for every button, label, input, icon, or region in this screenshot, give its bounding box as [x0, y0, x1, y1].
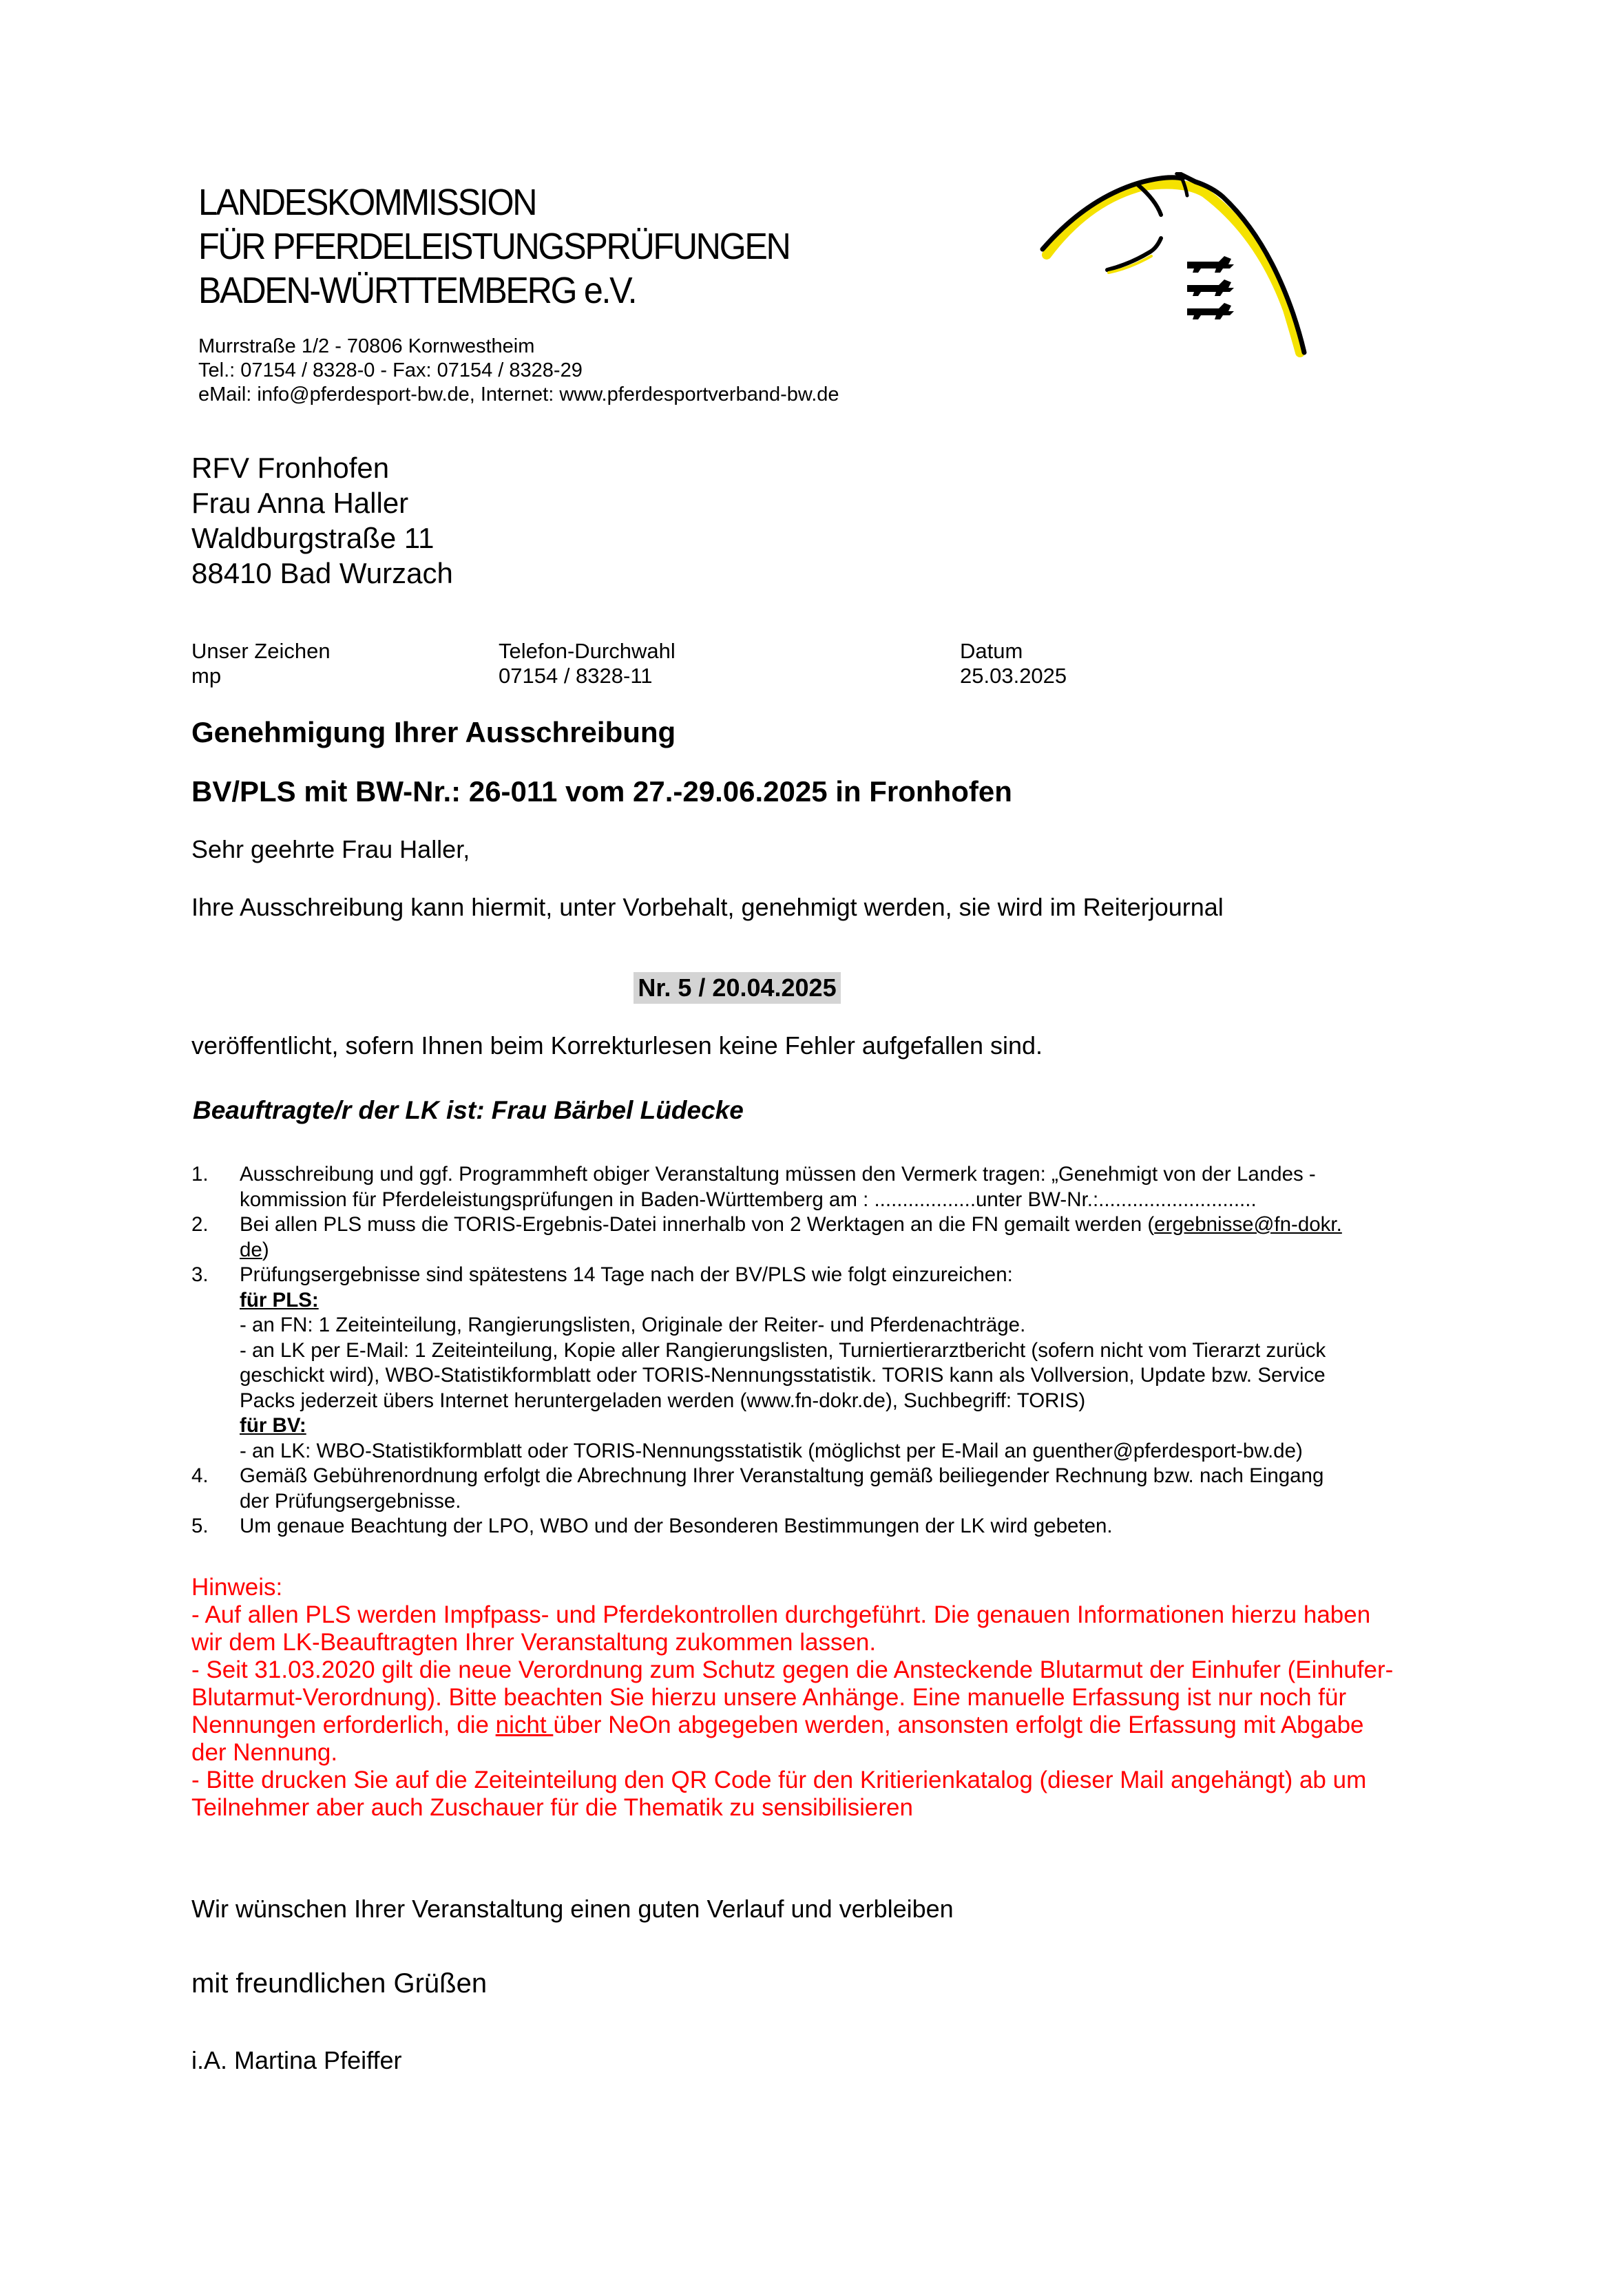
- date-value: 25.03.2025: [960, 664, 1067, 688]
- date-label: Datum: [960, 639, 1023, 663]
- note-line: - Seit 31.03.2020 gilt die neue Verordnung zum Schutz gegen die Ansteckende Blutarmut der Einhufer (Einhufer-: [191, 1656, 1394, 1683]
- horse-head-logo-icon: [1040, 172, 1336, 365]
- recipient-line: RFV Fronhofen: [191, 452, 390, 484]
- subject-title: Genehmigung Ihrer Ausschreibung: [191, 716, 676, 748]
- note-block: [191, 1574, 1452, 1822]
- list-item: [191, 1212, 1445, 1263]
- results-email-link[interactable]: ergebnisse@fn-dokr.: [1154, 1213, 1342, 1236]
- list-item: [191, 1263, 1445, 1464]
- note-line: Blutarmut-Verordnung). Bitte beachten Sie hierzu unsere Anhänge. Eine manuelle Erfassung ist nur noch für: [191, 1684, 1347, 1711]
- note-line: - Bitte drucken Sie auf die Zeiteinteilung den QR Code für den Kritierienkatalog (dieser Mail angehängt) ab um: [191, 1767, 1367, 1793]
- phone-extension-value: 07154 / 8328-11: [499, 664, 653, 688]
- closing-greeting: mit freundlichen Grüßen: [191, 1968, 488, 1999]
- recipient-line: 88410 Bad Wurzach: [191, 557, 453, 589]
- recipient-line: Frau Anna Haller: [191, 487, 409, 519]
- phone-extension: [499, 639, 676, 688]
- our-sign: [191, 639, 331, 688]
- org-phone: Tel.: 07154 / 8328-0 - Fax: 07154 / 8328-29: [198, 359, 583, 381]
- list-text: der Prüfungsergebnisse.: [240, 1489, 461, 1513]
- org-name-line: LANDESKOMMISSION: [198, 182, 536, 223]
- publication-paragraph: veröffentlicht, sofern Ihnen beim Korrekturlesen keine Fehler aufgefallen sind.: [191, 1031, 1043, 1060]
- list-item: [191, 1162, 1445, 1212]
- note-line: Teilnehmer aber auch Zuschauer für die Thematik zu sensibilisieren: [191, 1794, 913, 1821]
- list-text: - an FN: 1 Zeiteinteilung, Rangierungslisten, Originale der Reiter- und Pferdenachträge.: [240, 1314, 1026, 1336]
- list-text: Um genaue Beachtung der LPO, WBO und der Besonderen Bestimmungen der LK wird gebeten.: [240, 1515, 1113, 1537]
- org-email-web: eMail: info@pferdesport-bw.de, Internet: www.pferdesportverband-bw.de: [198, 383, 839, 406]
- delegate-line: Beauftragte/r der LK ist: Frau Bärbel Lüdecke: [193, 1096, 744, 1124]
- our-sign-value: mp: [191, 664, 222, 688]
- letter-date: [960, 639, 1067, 688]
- signature: i.A. Martina Pfeiffer: [191, 2046, 402, 2074]
- note-line: wir dem LK-Beauftragten Ihrer Veranstaltung zukommen lassen.: [191, 1629, 877, 1656]
- list-item: [191, 1514, 1445, 1539]
- list-text: ): [262, 1238, 269, 1261]
- results-email-link[interactable]: de: [240, 1238, 262, 1261]
- our-sign-label: Unser Zeichen: [191, 639, 331, 663]
- list-item: [191, 1464, 1445, 1514]
- org-address: Murrstraße 1/2 - 70806 Kornwestheim: [198, 335, 535, 357]
- issue-number: Nr. 5 / 20.04.2025: [634, 972, 840, 1004]
- note-line: über NeOn abgegeben werden, ansonsten erfolgt die Erfassung mit Abgabe: [553, 1712, 1364, 1738]
- list-number: 1.: [191, 1163, 209, 1186]
- list-text: kommission für Pferdeleistungsprüfungen in Baden-Württemberg am : ..................unter BW-Nr.:............................: [240, 1188, 1257, 1211]
- list-text: Prüfungsergebnisse sind spätestens 14 Tage nach der BV/PLS wie folgt einzureichen:: [240, 1263, 1013, 1286]
- recipient-line: Waldburgstraße 11: [191, 522, 435, 554]
- issue-line: [0, 972, 1612, 1004]
- list-text: Ausschreibung und ggf. Programmheft obiger Veranstaltung müssen den Vermerk tragen: „Genehmigt von der Landes -: [240, 1163, 1316, 1186]
- list-text: - an LK: WBO-Statistikformblatt oder TORIS-Nennungsstatistik (möglichst per E-Mail an guenther@pferdesport-bw.de): [240, 1439, 1303, 1462]
- note-line: - Auf allen PLS werden Impfpass- und Pferdekontrollen durchgeführt. Die genauen Informationen hierzu haben: [191, 1601, 1371, 1628]
- note-heading: Hinweis:: [191, 1574, 283, 1601]
- list-text: Packs jederzeit übers Internet heruntergeladen werden (www.fn-dokr.de), Suchbegriff: TORIS): [240, 1389, 1086, 1412]
- organization-name: [198, 180, 789, 313]
- list-number: 3.: [191, 1263, 209, 1286]
- subject-event: BV/PLS mit BW-Nr.: 26-011 vom 27.-29.06.2025 in Fronhofen: [191, 775, 1012, 808]
- approval-paragraph: Ihre Ausschreibung kann hiermit, unter Vorbehalt, genehmigt werden, sie wird im Reiterjournal: [191, 893, 1224, 921]
- org-name-line: BADEN-WÜRTTEMBERG e.V.: [198, 270, 636, 311]
- instructions-list: [191, 1162, 1445, 1539]
- recipient-address: [191, 450, 453, 591]
- list-number: 2.: [191, 1213, 209, 1236]
- list-text: geschickt wird), WBO-Statistikformblatt oder TORIS-Nennungsstatistik. TORIS kann als Vollversion, Update bzw. Service: [240, 1364, 1326, 1387]
- pls-heading: für PLS:: [240, 1288, 319, 1312]
- note-emphasis: nicht: [495, 1712, 554, 1738]
- list-number: 4.: [191, 1464, 209, 1487]
- note-line: Nennungen erforderlich, die: [191, 1712, 496, 1738]
- bv-heading: für BV:: [240, 1414, 306, 1437]
- org-name-line: FÜR PFERDELEISTUNGSPRÜFUNGEN: [198, 226, 790, 267]
- closing-sentence: Wir wünschen Ihrer Veranstaltung einen guten Verlauf und verbleiben: [191, 1895, 954, 1923]
- note-line: der Nennung.: [191, 1739, 338, 1766]
- salutation: Sehr geehrte Frau Haller,: [191, 835, 470, 863]
- lions-coat-of-arms-icon: [1187, 256, 1234, 319]
- organization-contact: [198, 335, 839, 407]
- list-text: - an LK per E-Mail: 1 Zeiteinteilung, Kopie aller Rangierungslisten, Turniertierarztbericht (sofern nicht vom Tierarzt zurück: [240, 1338, 1326, 1362]
- list-text: Gemäß Gebührenordnung erfolgt die Abrechnung Ihrer Veranstaltung gemäß beiliegender Rechnung bzw. nach Eingang: [240, 1464, 1324, 1487]
- phone-extension-label: Telefon-Durchwahl: [499, 639, 676, 663]
- list-text: Bei allen PLS muss die TORIS-Ergebnis-Datei innerhalb von 2 Werktagen an die FN gemailt werden (: [240, 1213, 1155, 1236]
- list-number: 5.: [191, 1515, 209, 1537]
